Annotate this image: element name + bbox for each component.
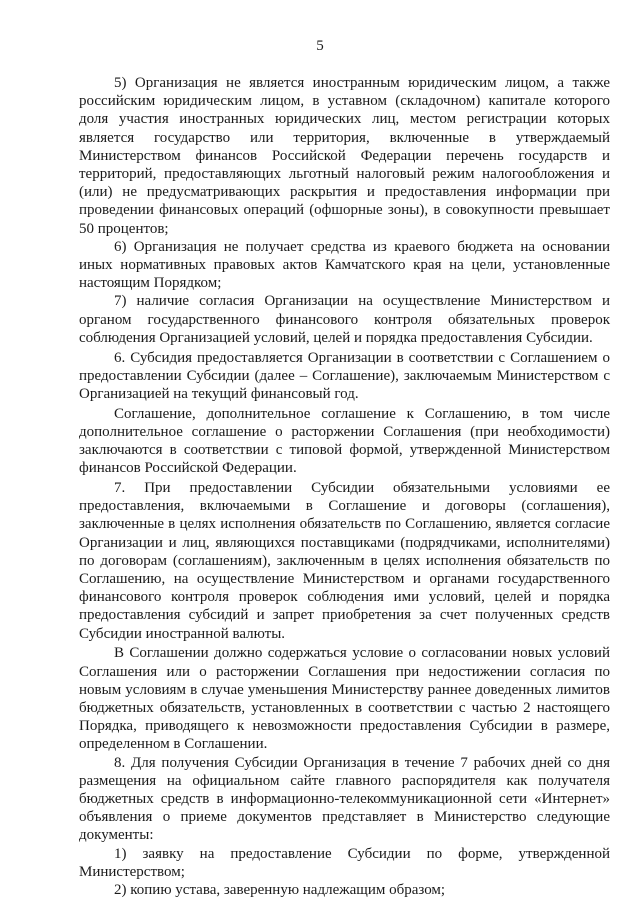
- paragraph-section-7: 7. При предоставлении Субсидии обязательными условиями ее предоставления, включаемыми в Соглашение и договоры (соглашения), заключенные в целях исполнения обязательств по Соглашению, является согласие Организации и лиц, являющихся поставщиками (подрядчиками, исполнителями) по договорам (соглашениям), заключенным в целях исполнения обязательств по Соглашению, на осуществление Министерством и органами государственного финансового контроля проверок соблюдения ими условий, целей и порядка предоставления субсидий и запрет приобретения за счет полученных средств Субсидии иностранной валюты.: [79, 479, 610, 642]
- paragraph-item-6: 6) Организация не получает средства из краевого бюджета на основании иных нормативных правовых актов Камчатского края на цели, установленные настоящим Порядком;: [79, 238, 610, 292]
- paragraph-item-5: 5) Организация не является иностранным юридическим лицом, а также российским юридическим лицом, в уставном (складочном) капитале которого доля участия иностранных юридических лиц, местом регистрации которых является государство или территория, включенные в утверждаемый Министерством финансов Российской Федерации перечень государств и территорий, предоставляющих льготный налоговый режим налогообложения и (или) не предусматривающих раскрытия и предоставления информации при проведении финансовых операций (офшорные зоны), в совокупности превышает 50 процентов;: [79, 75, 610, 237]
- paragraph-document-1: 1) заявку на предоставление Субсидии по форме, утвержденной Министерством;: [79, 845, 610, 880]
- paragraph-agreement: Соглашение, дополнительное соглашение к Соглашению, в том числе дополнительное соглашение о расторжении Соглашения (при необходимости) заключаются в соответствии с типовой формой, утвержденной Министерством финансов Российской Федерации.: [79, 405, 610, 477]
- paragraph-agreement-conditions: В Соглашении должно содержаться условие о согласовании новых условий Соглашения или о расторжении Соглашения при недостижении согласия по новым условиям в случае уменьшения Министерству раннее доведенных лимитов бюджетных обязательств, установленных в соответствии с частью 2 настоящего Порядка, приводящего к невозможности предоставления Субсидии в размере, определенном в Соглашении.: [79, 645, 610, 753]
- paragraph-section-8: 8. Для получения Субсидии Организация в течение 7 рабочих дней со дня размещения на официальном сайте главного распорядителя как получателя бюджетных средств в информационно-телекоммуникационной сети «Интернет» объявления о приеме документов представляет в Министерство следующие документы:: [79, 754, 610, 844]
- document-body: [79, 74, 610, 899]
- paragraph-item-7: 7) наличие согласия Организации на осуществление Министерством и органом государственного финансового контроля обязательных проверок соблюдения Организацией условий, целей и порядка предоставления Субсидии.: [79, 293, 610, 346]
- paragraph-document-2: 2) копию устава, заверенную надлежащим образом;: [114, 881, 446, 898]
- page-number: 5: [316, 38, 324, 54]
- paragraph-section-6: 6. Субсидия предоставляется Организации в соответствии с Соглашением о предоставлении Субсидии (далее – Соглашение), заключаемым Министерством с Организацией на текущий финансовый год.: [79, 349, 610, 402]
